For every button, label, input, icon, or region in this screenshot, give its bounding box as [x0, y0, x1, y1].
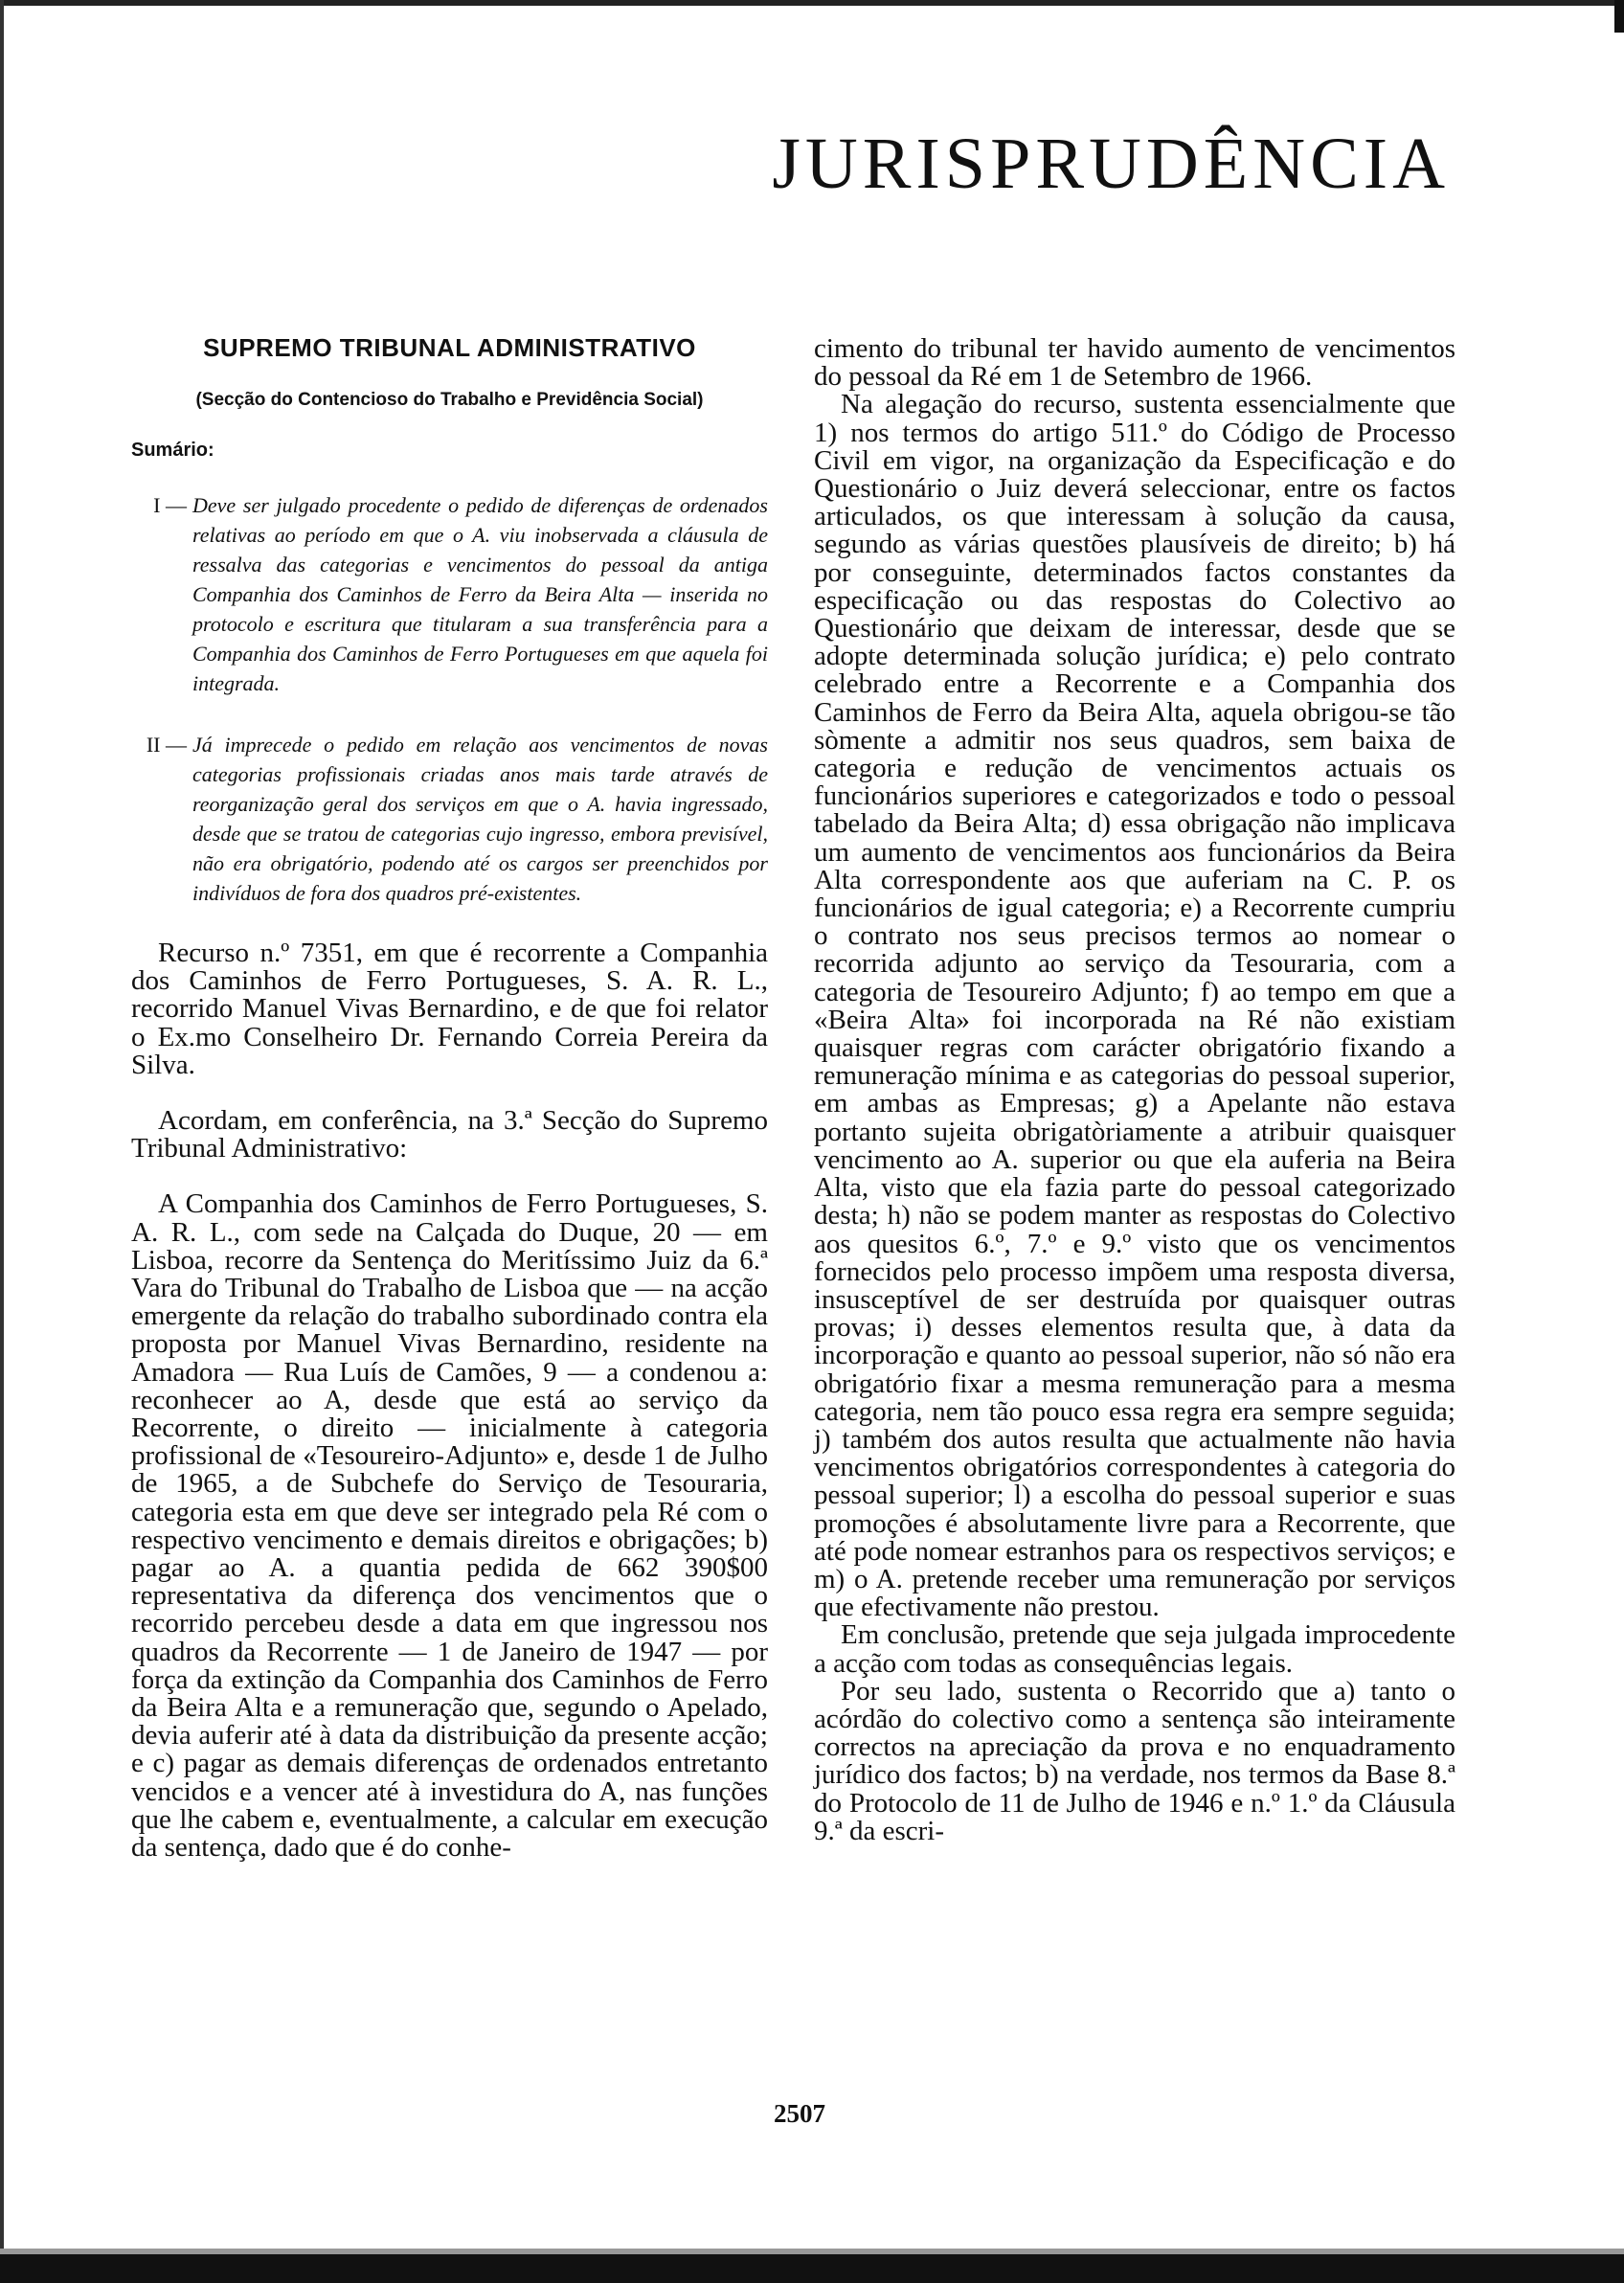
court-name: SUPREMO TRIBUNAL ADMINISTRATIVO — [203, 333, 696, 362]
paragraph-conclusao: Em conclusão, pretende que seja julgada improcedente a acção com todas as consequências legais. — [814, 1619, 1455, 1679]
paragraph-recorrido: Por seu lado, sustenta o Recorrido que a) tanto o acórdão do colectivo como a sentença são inteiramente correctos na apreciação da prova e no enquadramento jurídico dos factos; b) na verdade, nos termos da Base 8.ª do Protocolo de 11 de Julho de 1946 e n.º 1.º da Cláusula 9.ª da escri- — [814, 1675, 1455, 1846]
section-name: (Secção do Contencioso do Trabalho e Previdência Social) — [195, 390, 704, 410]
right-column — [814, 335, 1455, 1845]
paragraph-recurso: Recurso n.º 7351, em que é recorrente a Companhia dos Caminhos de Ferro Portugueses, S. A. R. L., recorrido Manuel Vivas Bernardino, e de que foi relator o Ex.mo Conselheiro Dr. Fernando Correia Pereira da Silva. — [131, 938, 768, 1080]
running-head-title: JURISPRUDÊNCIA — [772, 124, 1450, 204]
scan-edge-top — [0, 0, 1624, 6]
summary-label: Sumário: — [131, 440, 214, 461]
left-column — [131, 333, 768, 1889]
summary-item-2 — [131, 730, 768, 908]
scan-edge-top-right — [1614, 0, 1624, 33]
paragraph-alegacao: Na alegação do recurso, sustenta essencialmente que 1) nos termos do artigo 511.º do Código de Processo Civil em vigor, na organização da Especificação e do Questionário o Juiz deverá seleccionar, entre os factos articulados, os que interessam à solução da causa, segundo as várias questões plausíveis de direito; b) há por conseguinte, determinados factos constantes da especificação ou das respostas do Colectivo ao Questionário que deixam de interessar, desde que se adopte determinada solução jurídica; e) pelo contrato celebrado entre a Recorrente e a Companhia dos Caminhos de Ferro da Beira Alta, aquela obrigou-se tão sòmente a admitir nos seus quadros, sem baixa de categoria e redução de vencimentos actuais os funcionários superiores e categorizados e todo o pessoal tabelado da Beira Alta; d) essa obrigação não implicava um aumento de vencimentos aos funcionários da Beira Alta correspondente aos que auferiam na C. P. os funcionários de igual categoria; e) a Recorrente cumpriu o contrato nos seus precisos termos ao nomear o recorrida adjunto ao serviço da Tesouraria, com a categoria de Tesoureiro Adjunto; f) ao tempo em que a «Beira Alta» foi incorporada na Ré não existiam quaisquer regras com carácter obrigatório fixando a remuneração mínima e as categorias do pessoal superior, em ambas as Empresas; g) a Apelante não estava portanto sujeita obrigatòriamente a atribuir quaisquer vencimento ao A. superior ou que ela auferia na Beira Alta, visto que ela fazia parte do pessoal categorizado desta; h) não se podem manter as respostas do Colectivo aos quesitos 6.º, 7.º e 9.º visto que os vencimentos fornecidos pelo processo impõem uma resposta diversa, insusceptível de ser destruída por quaisquer outras provas; i) desses elementos resulta que, à data da incorporação e quanto ao pessoal superior, não só não era obrigatório fixar a mesma remuneração para a mesma categoria, nem tão pouco essa regra era sempre seguida; j) também dos autos resulta que actualmente não havia vencimentos obrigatórios correspondentes à categoria do pessoal superior; l) a escolha do pessoal superior e suas promoções é absolutamente livre para a Recorrente, que até pode nomear estranhos para os respectivos serviços; e m) o A. pretende receber uma remuneração por serviços que efectivamente não prestou. — [814, 389, 1455, 1623]
scan-edge-bottom — [0, 2254, 1624, 2283]
summary-item-text: Deve ser julgado procedente o pedido de diferenças de ordenados relativas ao período em que o A. viu inobservada a cláusula de ressalva das categorias e vencimentos do pessoal da antiga Companhia dos Caminhos de Ferro da Beira Alta — inserida no protocolo e escritura que titularam a sua transferência para a Companhia dos Caminhos de Ferro Portugueses em que aquela foi integrada. — [192, 493, 768, 695]
summary-item-number: I — — [153, 493, 187, 517]
paragraph-continuation: cimento do tribunal ter havido aumento de vencimentos do pessoal da Ré em 1 de Setembro de 1966. — [814, 333, 1455, 393]
summary-item-1 — [131, 490, 768, 698]
summary-item-number: II — — [146, 733, 187, 757]
scan-edge-left — [0, 0, 4, 2283]
paragraph-acordam: Acordam, em conferência, na 3.ª Secção do Supremo Tribunal Administrativo: — [131, 1105, 768, 1164]
paragraph-facts: A Companhia dos Caminhos de Ferro Portugueses, S. A. R. L., com sede na Calçada do Duque, 20 — em Lisboa, recorre da Sentença do Meritíssimo Juiz da 6.ª Vara do Tribunal do Trabalho de Lisboa que — na acção emergente da relação do trabalho subordinado contra ela proposta por Manuel Vivas Bernardino, residente na Amadora — Rua Luís de Camões, 9 — a condenou a: reconhecer ao A, desde que está ao serviço da Recorrente, o direito — inicialmente à categoria profissional de «Tesoureiro-Adjunto» e, desde 1 de Julho de 1965, a de Subchefe do Serviço de Tesouraria, categoria esta em que deve ser integrado pela Ré com o respectivo vencimento e demais direitos e obrigações; b) pagar ao A. a quantia pedida de 662 390$00 representativa da diferença dos vencimentos que o recorrido percebeu desde a data em que ingressou nos quadros da Recorrente — 1 de Janeiro de 1947 — por força da extinção da Companhia dos Caminhos de Ferro da Beira Alta e a remuneração que, segundo o Apelado, devia auferir até à data da distribuição da presente acção; e c) pagar as demais diferenças de ordenados entretanto vencidos e a vencer até à investidura do A, nas funções que lhe cabem e, eventualmente, a calcular em execução da sentença, dado que é do conhe- — [131, 1188, 768, 1864]
summary-item-text: Já imprecede o pedido em relação aos vencimentos de novas categorias profissionais criadas anos mais tarde através de reorganização geral dos serviços em que o A. havia ingressado, desde que se tratou de categorias cujo ingresso, embora previsível, não era obrigatório, podendo até os cargos ser preenchidos por indivíduos de fora dos quadros pré-existentes. — [192, 733, 768, 905]
page-number: 2507 — [774, 2099, 825, 2128]
